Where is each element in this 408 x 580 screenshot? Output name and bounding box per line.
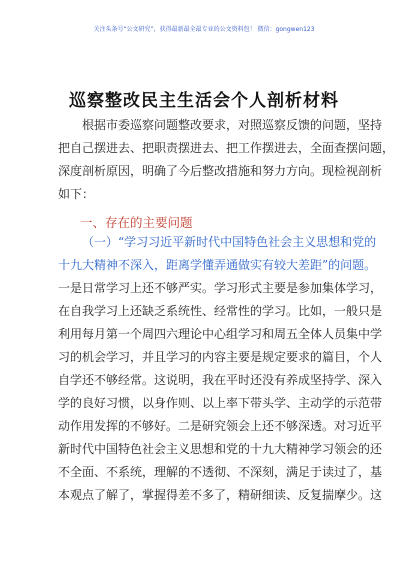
intro-line: 如下： — [58, 187, 95, 201]
body-line: 利用每月第一个周四六理论中心组学习和周五全体人员集中学 — [58, 327, 383, 341]
body-line: 动作用发挥的不够好。二是研究领会上还不够深透。对习近平 — [58, 419, 383, 433]
body-line: 学的良好习惯，以身作则、以上率下带头学、主动学的示范带 — [58, 396, 383, 410]
body-line: 一是日常学习上还不够严实。学习形式主要是参加集体学习， — [58, 281, 383, 295]
body-line: 新时代中国特色社会主义思想和党的十九大精神学习领会的还 — [58, 442, 383, 456]
intro-line: 根据市委巡察问题整改要求，对照巡察反馈的问题，坚持 — [82, 118, 383, 132]
subsection-line: （一）“学习习近平新时代中国特色社会主义思想和党的 — [82, 235, 377, 249]
body-line: 不全面、不系统，理解的不透彻、不深刻，满足于读过了，基 — [58, 465, 383, 479]
document-title: 巡察整改民主生活会个人剖析材料 — [69, 91, 339, 111]
body-line: 本观点了解了，掌握得差不多了，精研细读、反复揣摩少。这 — [58, 488, 383, 502]
subsection-heading — [58, 231, 377, 277]
section-heading: 一、存在的主要问题 — [80, 215, 193, 230]
top-banner[interactable]: 关注头条号“公文研究”，获得最新最全最专业的公文资料包！ 微信：gongwen123 — [93, 26, 315, 33]
intro-line: 深度剖析原因，明确了今后整改措施和努力方向。现检视剖析 — [58, 164, 383, 178]
body-line: 习的机会学习，并且学习的内容主要是规定要求的篇目，个人 — [58, 350, 383, 364]
body-line: 自学还不够经常。这说明，我在平时还没有养成坚持学、深入 — [58, 373, 383, 387]
intro-line: 把自己摆进去、把职责摆进去、把工作摆进去，全面查摆问题， — [58, 141, 395, 155]
body-line: 在自我学习上还缺乏系统性、经常性的学习。比如，一般只是 — [58, 304, 383, 318]
body-paragraph — [58, 277, 383, 507]
subsection-line: 十九大精神不深入，距离学懂弄通做实有较大差距”的问题。 — [58, 258, 377, 272]
intro-paragraph — [58, 114, 395, 206]
